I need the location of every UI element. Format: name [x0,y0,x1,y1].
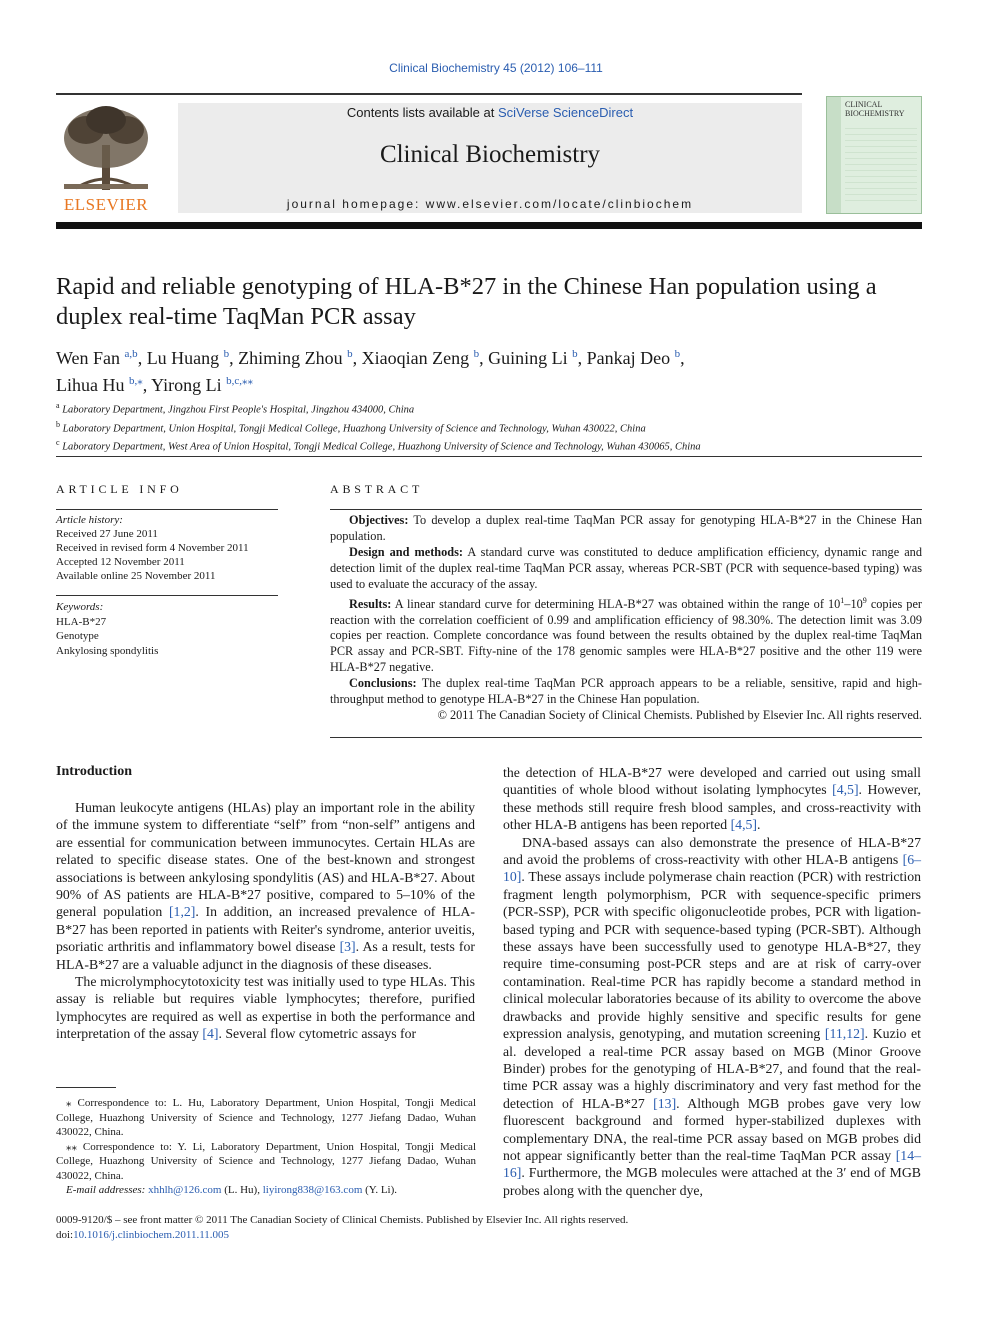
footnote-rule [56,1087,116,1088]
contents-line [178,105,802,120]
citation-link[interactable]: [6–10] [503,852,921,885]
keyword: Genotype [56,630,99,642]
author[interactable]: Lihua Hu $^{b,⁎}$ [56,375,143,395]
author[interactable]: Xiaoqian Zeng $^b$ [361,348,480,368]
keyword: Ankylosing spondylitis [56,644,159,657]
abstract-copyright: © 2011 The Canadian Society of Clinical Chemists. Published by Elsevier Inc. All rights reserved. [437,707,922,722]
abstract-results: Results: A linear standard curve for determining HLA-B*27 was obtained within the range of $10^1-10^9$ copies per reaction with the correlation coefficient of 0.99 and amplification efficiency of 98.30%. The detection limit was 3.09 copies per reaction. Complete concordance was found between the results obtained by the duplex real-time TaqMan PCR assay and PCR-SBT. Fifty-nine of the 178 genomic samples were HLA-B*27 positive and the other 119 were HLA-B*27 negative. [330,595,922,675]
citation-link[interactable]: [1,2] [168,904,196,920]
keywords-rule [56,595,278,596]
body-paragraph: the detection of HLA-B*27 were developed and carried out using small quantities of whole blood without isolating lymphocytes [4,5]. However, these methods still require fresh blood samples, and cross-reactivity with other HLA-B antigens has been reported [4,5]. [503,765,921,833]
journal-citation[interactable]: Clinical Biochemistry 45 (2012) 106–111 [389,61,603,75]
citation-link[interactable]: [11,12] [824,1026,865,1042]
affiliation: $^c$ Laboratory Department, West Area of Union Hospital, Tongji Medical College, Huazhong University of Science and Technology, Wuhan 430065, China [56,438,701,453]
history-item: Accepted 12 November 2011 [56,556,185,568]
abstract-heading: ABSTRACT [330,482,424,496]
article-info-rule [56,509,278,510]
citation-link[interactable]: [14–16] [503,1147,921,1181]
journal-masthead [178,103,802,213]
abstract-body [330,513,922,724]
email-addresses: E-mail addresses: xhhlh@126.com (L. Hu), liyirong838@163.com (Y. Li). [66,1184,398,1196]
author[interactable]: Lu Huang $^b$ [146,348,230,368]
doi-line: doi:10.1016/j.clinbiochem.2011.11.005 [56,1228,230,1241]
doi-link[interactable]: 10.1016/j.clinbiochem.2011.11.005 [73,1228,230,1241]
history-item: Received in revised form 4 November 2011 [56,542,249,554]
keywords-label: Keywords: [56,601,104,613]
cover-spine [827,97,841,213]
citation-link[interactable]: [4,5] [730,817,758,833]
header-thick-rule [56,222,922,229]
section-rule [56,456,922,457]
header-rule [56,93,802,95]
citation-link[interactable]: [4] [202,1026,219,1042]
citation-link[interactable]: [3] [339,939,356,955]
email-link[interactable]: xhhlh@126.com [148,1184,222,1196]
author[interactable]: Pankaj Deo $^b$ [586,348,681,368]
body-paragraph: The microlymphocytotoxicity test was initially used to type HLAs. This assay is reliable but requires viable lymphocytes; therefore, purified lymphocytes are required as well as expertise in both the performance and interpretation of the assay [4]. Several flow cytometric assays for [56,974,475,1042]
abstract-conclusions: Conclusions: The duplex real-time TaqMan PCR approach appears to be a reliable, sensitive, rapid and high-throughput method to genotype HLA-B*27 in the Chinese Han population. [330,676,922,707]
cover-title: CLINICAL BIOCHEMISTRY [845,100,905,118]
title-line-2: duplex real-time TaqMan PCR assay [56,303,416,330]
abstract-bottom-rule [330,737,922,738]
sciencedirect-link[interactable]: SciVerse ScienceDirect [497,105,634,120]
introduction-heading: Introduction [56,764,132,779]
affiliations [56,399,922,455]
citation-link[interactable]: [4,5] [832,782,859,798]
footnotes [56,1096,476,1198]
author-list: Wen Fan $^{a,b}$, Lu Huang $^b$, Zhiming Zhou $^b$, Xiaoqian Zeng $^b$, Guining Li $^b$, Pankaj Deo $^b$, Lihua Hu $^{b,⁎}$, Yirong Li $^{b,c,⁎⁎}$ [56,348,685,395]
issn-line: 0009-9120/$ – see front matter © 2011 The Canadian Society of Clinical Chemists. Published by Elsevier Inc. All rights reserved. [56,1214,629,1226]
body-paragraph: DNA-based assays can also demonstrate the presence of HLA-B*27 and avoid the problems of cross-reactivity with other HLA-B antigens [6–10]. These assays include polymerase chain reaction (PCR) with restriction fragment length polymorphism, PCR with sequence-specific primers (PCR-SSP), PCR with specific oligonucleotide probes, PCR with ligation-based typing and PCR with sequence-based typing (PCR-SBT). Although these assays have been successfully used to genotype HLA-B*27, they require time-consuming post-PCR steps and are at risk of carry-over contamination. Real-time PCR has rapidly become a standard method in clinical molecular laboratories because of its ability to overcome the above drawbacks and provide highly sensitive and specific results for gene expression analysis, genotyping, and mutation screening [11,12]. Kuzio et al. developed a real-time PCR assay based on MGB (Minor Groove Binder) probes for the genotyping of HLA-B*27, and found that the real-time PCR assay was a highly discriminatory and very fast method for the detection of HLA-B*27 [13]. Although MGB probes gave very low fluorescent background and formed hyper-stabilized duplexes with complementary DNA, the real-time PCR assay based on MGB probes did not appear significantly better than the real-time TaqMan PCR assay [14–16]. Furthermore, the MGB molecules were attached at the 3′ end of MGB probes along with the quencher dye, [503,834,921,1198]
journal-title: Clinical Biochemistry [379,141,601,168]
keyword: HLA-B*27 [56,615,107,628]
author[interactable]: Zhiming Zhou $^b$ [238,348,353,368]
body-right-column [503,764,921,1199]
affiliation: $^a$ Laboratory Department, Jingzhou First People's Hospital, Jingzhou 434000, China [56,401,415,416]
author[interactable]: Wen Fan $^{a,b}$ [56,348,138,368]
correspondence-note: ⁎ Correspondence to: L. Hu, Laboratory Department, Union Hospital, Tongji Medical College, Huazhong University of Science and Technology, 1277 Jiefang Dadao, Wuhan 430022, China. [56,1097,476,1138]
affiliation: $^b$ Laboratory Department, Union Hospital, Tongji Medical College, Huazhong University of Science and Technology, Wuhan 430022, China [56,419,646,434]
correspondence-note: ⁎⁎ Correspondence to: Y. Li, Laboratory Department, Union Hospital, Tongji Medical College, Huazhong University of Science and Technology, 1277 Jiefang Dadao, Wuhan 430022, China. [56,1140,476,1182]
article-history [56,513,278,583]
history-item: Available online 25 November 2011 [56,570,216,582]
history-item: Received 27 June 2011 [56,528,158,540]
cover-body [845,123,917,203]
article-info-heading: ARTICLE INFO [56,482,183,496]
journal-homepage[interactable]: journal homepage: www.elsevier.com/locate/clinbiochem [286,197,694,211]
page-footer [56,1213,936,1242]
history-label: Article history: [56,514,123,526]
body-paragraph: Human leukocyte antigens (HLAs) play an important role in the ability of the immune system to differentiate “self” from “non-self” antigens and are essential for communication between immunocytes. Certain HLAs are related to specific disease states. One of the best-known and strongest associations is between ankylosing spondylitis (AS) and HLA-B*27. About 90% of AS patients are HLA-B*27 positive, compared to 5–10% of the general population [1,2]. In addition, an increased prevalence of HLA-B*27 has been reported in patients with Reiter's syndrome, anterior uveitis, psoriatic arthritis and inflammatory bowel disease [3]. As a result, tests for HLA-B*27 are a valuable adjunct in the diagnosis of these diseases. [56,800,475,972]
elsevier-logo [56,100,156,215]
author[interactable]: Guining Li $^b$ [488,348,578,368]
keywords [56,600,278,658]
contents-prefix: Contents lists available at [346,105,498,120]
journal-cover-thumbnail [826,96,922,214]
author[interactable]: Yirong Li $^{b,c,⁎⁎}$ [151,375,253,395]
elsevier-wordmark: ELSEVIER [63,195,149,214]
body-left-column [56,799,475,1043]
article-title [56,272,922,332]
abstract-objectives: Objectives: To develop a duplex real-time TaqMan PCR assay for genotyping HLA-B*27 in the Chinese Han population. [330,513,922,543]
abstract-design: Design and methods: A standard curve was constituted to deduce amplification efficiency, dynamic range and detection limit of the duplex real-time TaqMan PCR assay, whereas PCR-SBT (PCR with sequence-based typing) was used to evaluate the accuracy of the assay. [330,544,922,591]
abstract-top-rule [330,509,922,510]
email-link[interactable]: liyirong838@163.com [262,1184,363,1196]
title-line-1: Rapid and reliable genotyping of HLA-B*27 in the Chinese Han population using a [56,273,877,300]
citation-link[interactable]: [13] [653,1095,677,1111]
